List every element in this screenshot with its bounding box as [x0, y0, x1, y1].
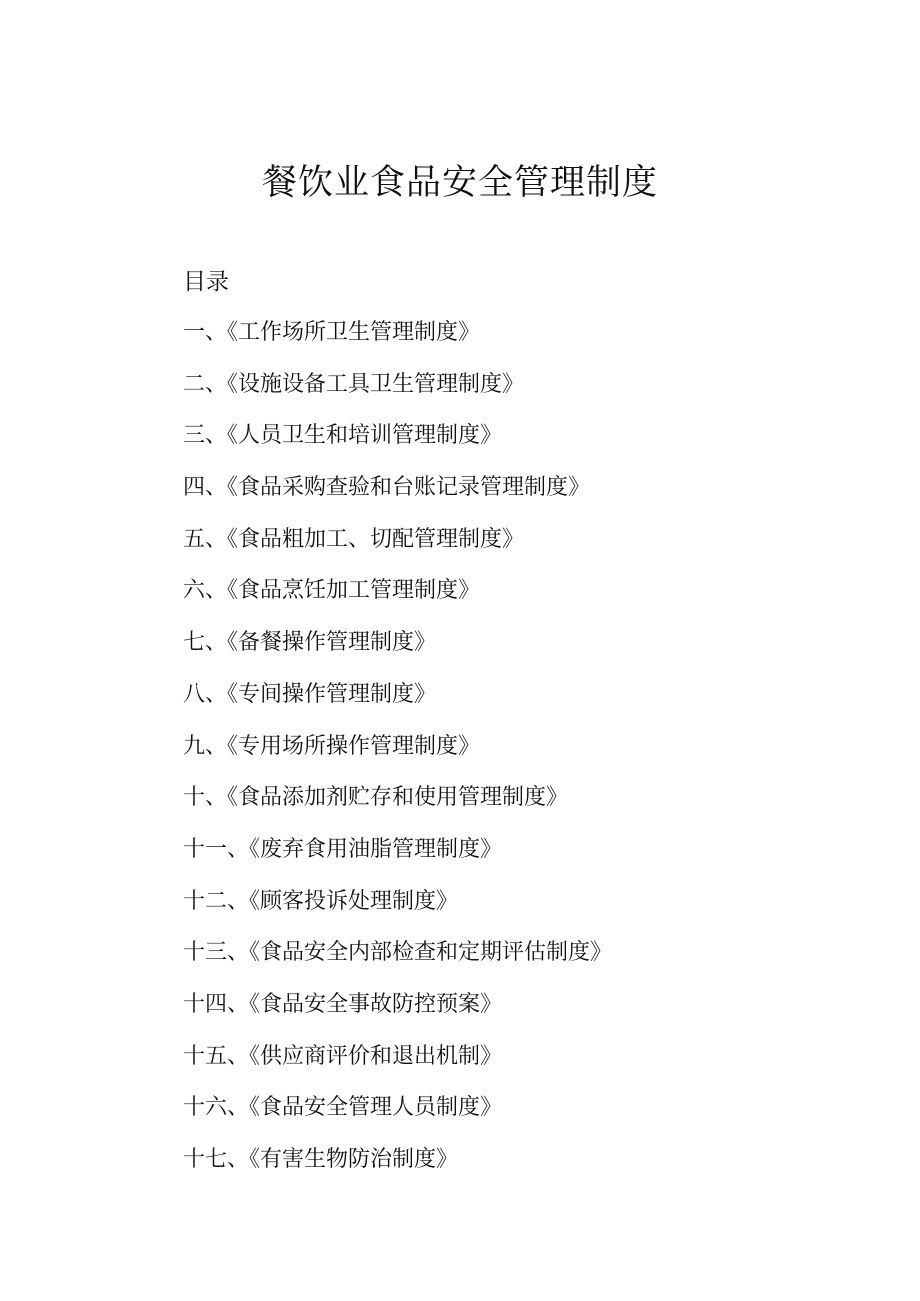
toc-item-2: 二、《设施设备工具卫生管理制度》: [183, 371, 525, 397]
toc-item-12: 十二、《顾客投诉处理制度》: [183, 888, 459, 914]
toc-item-15: 十五、《供应商评价和退出机制》: [183, 1043, 503, 1069]
toc-item-9: 九、《专用场所操作管理制度》: [183, 733, 481, 759]
toc-item-17: 十七、《有害生物防治制度》: [183, 1147, 459, 1172]
toc-item-8: 八、《专间操作管理制度》: [183, 681, 437, 707]
toc-heading: 目录: [183, 269, 229, 295]
toc-item-7: 七、《备餐操作管理制度》: [183, 630, 437, 656]
toc-item-16: 十六、《食品安全管理人员制度》: [183, 1095, 503, 1121]
toc-item-11: 十一、《废弃食用油脂管理制度》: [183, 836, 503, 862]
toc-item-5: 五、《食品粗加工、切配管理制度》: [183, 526, 525, 552]
document-title: 餐饮业食品安全管理制度: [261, 163, 658, 203]
toc-list: [183, 317, 612, 1196]
toc-item-6: 六、《食品烹饪加工管理制度》: [183, 578, 481, 604]
toc-item-14: 十四、《食品安全事故防控预案》: [183, 991, 503, 1017]
toc-item-3: 三、《人员卫生和培训管理制度》: [183, 423, 503, 449]
toc-item-1: 一、《工作场所卫生管理制度》: [183, 320, 481, 345]
toc-item-13: 十三、《食品安全内部检查和定期评估制度》: [183, 940, 613, 966]
toc-item-10: 十、《食品添加剂贮存和使用管理制度》: [183, 785, 569, 811]
toc-item-4: 四、《食品采购查验和台账记录管理制度》: [183, 475, 591, 501]
